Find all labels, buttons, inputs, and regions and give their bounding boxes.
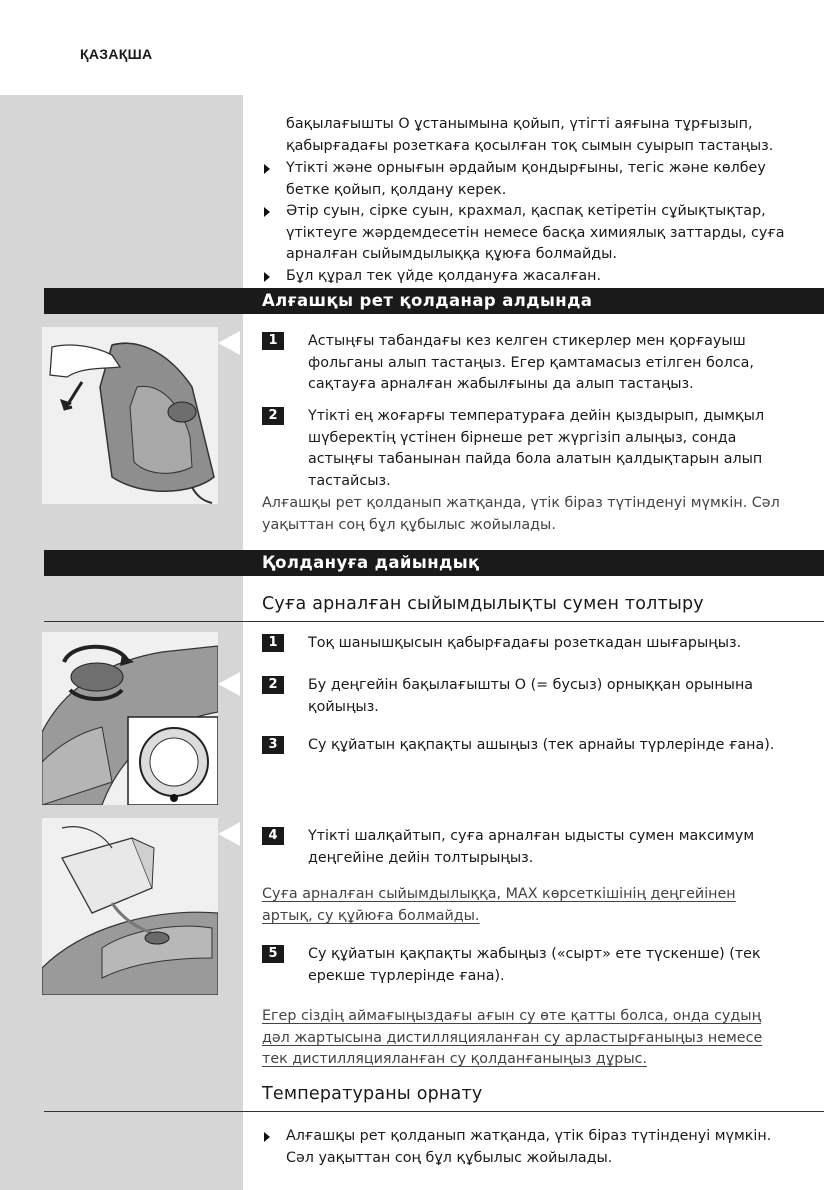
pointer-arrow-icon [218,672,240,696]
step-item [262,944,802,987]
pointer-arrow-icon [218,822,240,846]
step-item [262,633,802,655]
step-text: Астыңғы табандағы кез келген стикерлер мен қорғауыш фольганы алып тастаңыз. Егер қамтамасыз етілген болса, сақтауға арналған жабылғыны да алып тастаңыз. [308,333,754,393]
step-number: 2 [262,407,284,425]
step-item [262,406,802,492]
step-text: Үтікті ең жоғарғы температураға дейін қыздырып, дымқыл шүберектің үстінен бірнеше рет жүргізіп алыңыз, сонда астыңғы табанынан пайда бола алатын қалдықтарын алып тастайсыз. [308,408,765,489]
step-text: Су құйатын қақпақты ашыңыз (тек арнайы түрлерінде ғана). [308,737,775,753]
step-item [262,675,802,718]
intro-bullet: Үтікті және орнығын әрдайым қондырғыны, тегіс және көлбеу бетке қойып, қолдану керек. [262,158,802,201]
step-number: 5 [262,945,284,963]
step-number: 4 [262,827,284,845]
section-title: Алғашқы рет қолданар алдында [262,291,593,310]
warning-note: Суға арналған сыйымдылыққа, MAX көрсеткішінің деңгейінен артық, су құйюға болмайды. [262,886,736,924]
temperature-bullet-list [262,1126,802,1169]
step-text: Бу деңгейін бақылағышты O (= бусыз) орныққан орынына қойыңыз. [308,677,754,715]
section-note: Алғашқы рет қолданып жатқанда, үтік біраз түтінденуі мүмкін. Сәл уақыттан соң бұл құбылыс жойылады. [262,495,780,533]
illustration-remove-sticker [42,327,218,504]
intro-bullet: Әтір суын, сірке суын, крахмал, қаспақ кетіретін сұйықтықтар, үтіктеуге жәрдемдесетін немесе басқа химиялық заттарды, суға арналған сыйымдылыққа құюға болмайды. [262,201,802,266]
pointer-arrow-icon [218,331,240,355]
iron-sticker-drawing [42,327,218,504]
fill-water-drawing [42,818,218,995]
step-text: Су құйатын қақпақты жабыңыз («сырт» ете түскенше) (тек ерекше түрлерінде ғана). [308,946,761,984]
intro-bullet: Бұл құрал тек үйде қолдануға жасалған. [262,266,802,288]
step-text: Тоқ шанышқысын қабырғадағы розеткадан шығарыңыз. [308,635,742,651]
subsection-title: Суға арналған сыйымдылықты сумен толтыру [262,594,704,614]
intro-continuation: бақылағышты O ұстанымына қойып, үтігті аяғына тұрғызып, қабырғадағы розеткаға қосылған тоқ сымын суырып тастаңыз. [286,116,774,154]
illustration-steam-dial [42,632,218,805]
temperature-bullet: Алғашқы рет қолданып жатқанда, үтік біраз түтінденуі мүмкін. Сәл уақыттан соң бұл құбылыс жойылады. [262,1126,802,1169]
intro-bullet-list [262,158,802,288]
hard-water-note: Егер сіздің аймағыңыздағы ағын су өте қатты болса, онда судың дәл жартысына дистилляцияланған су арластырғаныңыз немесе тек дистилляцияланған су қолданғаныңыз дұрыс. [262,1008,763,1068]
subsection-rule [44,1111,824,1112]
subsection-rule [44,621,824,622]
step-number: 1 [262,332,284,350]
step-item [262,735,802,757]
step-item [262,826,802,869]
step-number: 1 [262,634,284,652]
subsection-title: Температураны орнату [262,1084,483,1104]
step-number: 3 [262,736,284,754]
step-item [262,331,802,396]
steam-dial-drawing [42,632,218,805]
step-text: Үтікті шалқайтып, суға арналған ыдысты сумен максимум деңгейіне дейін толтырыңыз. [308,828,755,866]
illustration-fill-water [42,818,218,995]
section-title: Қолдануға дайындық [262,553,480,572]
step-number: 2 [262,676,284,694]
language-label: ҚАЗАҚША [80,46,153,62]
